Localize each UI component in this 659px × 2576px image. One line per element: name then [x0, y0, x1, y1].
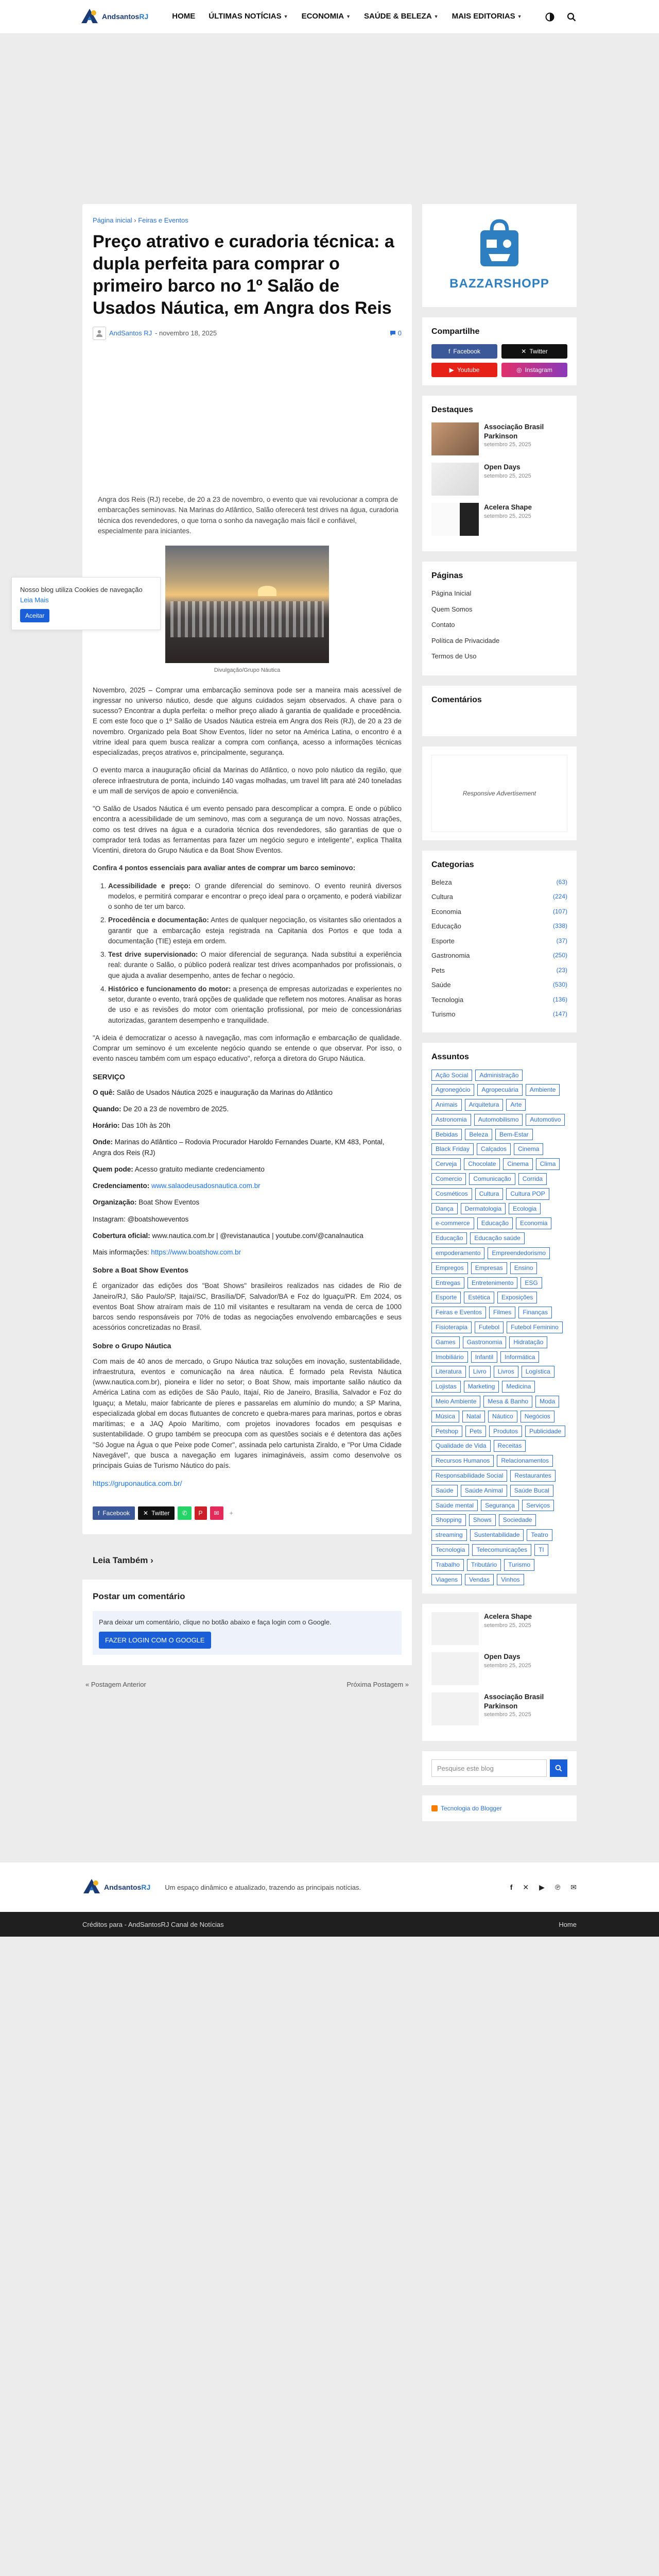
credenciamento-link[interactable]: www.salaodeusadosnautica.com.br [149, 1182, 261, 1190]
paragraph: "A ideia é democratizar o acesso à navegação, mas com informação e embarcação de qualidade. Comprar um seminovo é um excelente negócio quando se entende o que observar. Por isso, o evento nasceu também com um espaço educativo", reforça a diretora do Grupo Náutica. [93, 1033, 402, 1063]
post-meta [93, 327, 402, 340]
recent-title[interactable]: Associação Brasil Parkinson [484, 1693, 544, 1710]
tag-link[interactable]: streaming [431, 1529, 467, 1541]
nav-home[interactable]: HOME [172, 12, 196, 21]
widget-title: Categorias [431, 860, 474, 869]
recent-date: setembro 25, 2025 [484, 1711, 531, 1718]
share-whatsapp-button[interactable] [178, 1506, 191, 1520]
highlight-item[interactable] [431, 422, 567, 455]
category-item[interactable]: Educação (338) [431, 922, 567, 930]
tag-link[interactable]: Saúde Bucal [510, 1485, 553, 1497]
recent-date: setembro 25, 2025 [484, 1622, 531, 1629]
search-icon[interactable] [566, 12, 577, 22]
tag-link[interactable]: Saúde Animal [461, 1485, 507, 1497]
tag-link[interactable]: Esporte [431, 1292, 461, 1303]
recent-date: setembro 25, 2025 [484, 1662, 531, 1669]
recent-thumbnail[interactable] [431, 1612, 479, 1645]
tag-link[interactable]: Sustentabilidade [470, 1529, 524, 1541]
share-widget [422, 317, 577, 385]
dark-mode-icon[interactable] [545, 12, 555, 22]
tag-link[interactable]: Educação [477, 1217, 513, 1229]
footer-bottom-bar [0, 1912, 659, 1937]
search-button[interactable] [550, 1759, 567, 1777]
main-nav [172, 11, 522, 23]
sidebar-ad-banner[interactable] [422, 204, 577, 307]
chevron-down-icon: ▼ [283, 13, 288, 19]
tag-link[interactable]: Logística [522, 1366, 554, 1378]
recent-item[interactable] [431, 1652, 567, 1685]
category-item[interactable]: Esporte (37) [431, 937, 567, 945]
tag-link[interactable]: Feiras e Eventos [431, 1307, 486, 1318]
tag-link[interactable]: Hidratação [509, 1336, 547, 1348]
tag-link[interactable]: Serviços [522, 1500, 554, 1512]
tag-link[interactable]: Qualidade de Vida [431, 1440, 491, 1452]
tag-link[interactable]: Estética [464, 1292, 494, 1303]
tag-link[interactable]: Produtos [489, 1426, 522, 1437]
responsive-ad[interactable]: Responsive Advertisement [431, 755, 567, 832]
tag-link[interactable]: Shows [469, 1514, 496, 1526]
list-item: 1. Acessibilidade e preço: O grande diferencial do seminovo. O evento reunirá diversos modelos, e permitirá comparar e encontrar o preço ideal para o orçamento, e poderá viabilizar o sonho de ter um barco. [108, 881, 402, 912]
post-author-link[interactable]: AndSantos RJ [109, 329, 152, 337]
responsive-ad-widget [422, 747, 577, 840]
tag-link[interactable]: e-commerce [431, 1217, 474, 1229]
category-item[interactable]: Pets (23) [431, 966, 567, 974]
service-item: Horário: Das 10h às 20h [93, 1122, 170, 1130]
paragraph: É organizador das edições dos "Boat Shows" brasileiros realizados nas cidades de Rio de Janeiro/RJ, São Paulo/SP, Itajaí/SC, Brasília/DF, Salvador/BA e Foz do Iguaçu/PR. Em 2024, os eventos Boat Show atraíram mais de 110 mil visitantes e resultaram na venda de cerca de 1000 barcos sendo responsáveis por 70% de todas as negociações envolvendo embarcações e seus acessórios concretizadas no Brasil. [93, 1282, 402, 1332]
tag-link[interactable]: Bebidas [431, 1129, 462, 1141]
service-item: Credenciamento: www.salaodeusadosnautica.com.br [93, 1182, 261, 1190]
tag-link[interactable]: Games [431, 1336, 460, 1348]
category-item[interactable]: Saúde (530) [431, 981, 567, 989]
sidebar [422, 204, 577, 1832]
tag-link[interactable]: Pets [465, 1426, 486, 1437]
highlight-title[interactable]: Open Days [484, 463, 521, 471]
recent-title[interactable]: Open Days [484, 1653, 521, 1661]
logo-text: AndsantosRJ [102, 12, 149, 21]
share-twitter-button[interactable]: ✕ Twitter [138, 1506, 175, 1520]
category-item[interactable]: Economia (107) [431, 907, 567, 916]
chevron-down-icon: ▼ [517, 13, 522, 19]
about-gn-heading: Sobre o Grupo Náutica [93, 1341, 171, 1350]
email-icon: ✉ [214, 1510, 219, 1517]
tag-link[interactable]: ESG [521, 1277, 542, 1289]
tag-cloud [431, 1070, 567, 1586]
recent-item[interactable] [431, 1692, 567, 1725]
tag-link[interactable]: Animais [431, 1099, 462, 1111]
tag-link[interactable]: Cinema [514, 1143, 543, 1155]
tag-link[interactable]: Ação Social [431, 1070, 472, 1081]
tag-link[interactable]: Meio Ambiente [431, 1396, 480, 1408]
tag-link[interactable]: Educação saúde [470, 1232, 524, 1244]
page-link[interactable]: Contato [431, 621, 455, 629]
tag-link[interactable]: Cinema [503, 1158, 532, 1170]
tag-link[interactable]: Exposições [497, 1292, 537, 1303]
tag-link[interactable]: Medicina [502, 1381, 535, 1393]
list-item: 4. Histórico e funcionamento do motor: a presença de empresas autorizadas e experientes no setor, durante o evento, trará opções de qualidade que refletem nos motores. Analisar as horas de uso e as revisões do motor com orientação profissional, por meio de concessionárias autorizadas, garantem desempenho e tranquilidade. [108, 984, 402, 1026]
tag-link[interactable]: Turismo [504, 1559, 534, 1571]
page-link[interactable]: Política de Privacidade [431, 636, 500, 645]
breadcrumb-home-link[interactable]: Página inicial [93, 216, 132, 224]
highlights-widget [422, 396, 577, 551]
tag-link[interactable]: Arte [506, 1099, 526, 1111]
tag-link[interactable]: Infantil [471, 1351, 497, 1363]
tag-link[interactable]: Comercio [431, 1173, 466, 1185]
breadcrumb-category-link[interactable]: Feiras e Eventos [138, 216, 188, 224]
categories-widget [422, 851, 577, 1032]
tag-link[interactable]: Futebol Feminino [507, 1321, 563, 1333]
post-pager [82, 1665, 412, 1690]
widget-title: Comentários [431, 695, 482, 704]
recent-thumbnail[interactable] [431, 1692, 479, 1725]
post-date: - novembro 18, 2025 [155, 329, 217, 337]
x-icon[interactable]: ✕ [523, 1883, 529, 1891]
breadcrumb-separator: › [134, 216, 136, 224]
tag-link[interactable]: Comunicação [469, 1173, 515, 1185]
cookie-accept-button[interactable]: Aceitar [20, 609, 49, 622]
tag-link[interactable]: Empresas [471, 1262, 507, 1274]
tips-heading: Confira 4 pontos essenciais para avaliar antes de comprar um barco seminovo: [93, 864, 356, 872]
tag-link[interactable]: Vendas [465, 1574, 494, 1586]
tag-link[interactable]: Literatura [431, 1366, 466, 1378]
paragraph: Novembro, 2025 – Comprar uma embarcação seminova pode ser a maneira mais acessível de ingressar no universo náutico, desde que alguns cuidados sejam observados. A chave para o sucesso? Encontrar a dupla perfeita: o melhor preço aliado à garantia de qualidade e procedência. E com este foco que o 1º Salão de Usados Náutica estreia em Angra dos Reis (RJ), de 20 a 23 de novembro. Organizado pela Boat Show Eventos, líder no setor na América Latina, o encontro é a vitrine ideal para quem busca realizar a compra com confiança, acesso a informações técnicas especializadas, preços atrativos e, principalmente, segurança. [93, 686, 402, 757]
ad-brand-name: BAZZARSHOPP [449, 277, 549, 291]
sidebar-instagram-button[interactable]: ◎ Instagram [501, 363, 567, 377]
service-item: Instagram: @boatshoweventos [93, 1215, 189, 1223]
list-item: 3. Test drive supervisionado: O maior diferencial de segurança. Nada substitui a experiência real: durante o Salão, o público poderá realizar test drives acompanhados por profissionais, o que ajuda a avaliar desempenho, antes de fechar o negócio. [108, 950, 402, 981]
cookie-read-more-link[interactable]: Leia Mais [20, 596, 49, 604]
paragraph: O evento marca a inauguração oficial da Marinas do Atlântico, o novo polo náutico da região, que oferece infraestrutura de ponta, incluindo 140 vagas molhadas, um travel lift para até 240 toneladas e um mall de serviços de apoio e conveniência. [93, 766, 402, 795]
search-widget [422, 1751, 577, 1785]
tag-link[interactable]: Ensino [510, 1262, 537, 1274]
tag-link[interactable]: Administração [475, 1070, 523, 1081]
highlight-thumbnail[interactable] [431, 463, 479, 496]
tag-link[interactable]: empoderamento [431, 1247, 484, 1259]
comments-widget [422, 686, 577, 736]
category-item[interactable]: Gastronomia (250) [431, 952, 567, 959]
tag-link[interactable]: Shopping [431, 1514, 466, 1526]
nav-economia[interactable]: ECONOMIA ▼ [301, 12, 351, 21]
gruponautica-link[interactable]: https://gruponautica.com.br/ [93, 1479, 182, 1488]
logo-text: AndsantosRJ [104, 1883, 151, 1891]
site-logo[interactable] [80, 8, 148, 26]
prev-post-link[interactable]: « Postagem Anterior [85, 1681, 146, 1689]
author-avatar[interactable] [93, 327, 106, 340]
tag-link[interactable]: Música [431, 1411, 459, 1422]
service-item: Onde: Marinas do Atlântico – Rodovia Procurador Haroldo Fernandes Duarte, KM 483, Pontal, Angra dos Reis (RJ) [93, 1138, 385, 1157]
youtube-icon: ▶ [449, 366, 454, 374]
logo-icon [80, 8, 99, 26]
tips-list [93, 881, 402, 1026]
highlight-thumbnail[interactable] [431, 503, 479, 536]
tag-link[interactable]: Restaurantes [510, 1470, 555, 1482]
facebook-icon[interactable]: f [510, 1883, 513, 1891]
tag-link[interactable]: Agropecuária [477, 1084, 522, 1096]
tag-link[interactable]: Cerveja [431, 1158, 461, 1170]
post-body [93, 685, 402, 1489]
facebook-icon: f [98, 1510, 100, 1517]
tag-link[interactable]: Astronomia [431, 1114, 471, 1126]
tag-link[interactable]: Sociedade [499, 1514, 536, 1526]
tag-link[interactable]: Petshop [431, 1426, 462, 1437]
service-item: Organização: Boat Show Eventos [93, 1198, 200, 1207]
widget-title: Destaques [431, 405, 473, 414]
tag-link[interactable]: Negócios [521, 1411, 554, 1422]
recent-thumbnail[interactable] [431, 1652, 479, 1685]
hero-image[interactable] [165, 546, 329, 663]
highlight-date: setembro 25, 2025 [484, 513, 531, 519]
search-icon [555, 1765, 562, 1772]
instagram-icon: ◎ [516, 366, 522, 374]
comment-heading: Postar um comentário [93, 1591, 185, 1601]
tag-link[interactable]: Trabalho [431, 1559, 464, 1571]
highlight-title[interactable]: Associação Brasil Parkinson [484, 423, 544, 440]
tag-link[interactable]: Publicidade [525, 1426, 565, 1437]
recent-title[interactable]: Acelera Shape [484, 1613, 532, 1621]
main-column [82, 204, 412, 1832]
tag-link[interactable]: TI [534, 1544, 548, 1556]
tag-link[interactable]: Fisioterapia [431, 1321, 472, 1333]
chevron-down-icon: ▼ [433, 13, 439, 19]
tag-link[interactable]: Relacionamentos [497, 1455, 553, 1467]
service-item: Cobertura oficial: www.nautica.com.br | @revistanautica | youtube.com/@canalnautica [93, 1231, 363, 1240]
tag-link[interactable]: Tributário [467, 1559, 501, 1571]
sidebar-youtube-button[interactable]: ▶ Youtube [431, 363, 497, 377]
comment-icon [390, 330, 396, 336]
sidebar-twitter-button[interactable]: ✕ Twitter [501, 344, 567, 359]
tag-link[interactable]: Chocolate [464, 1158, 500, 1170]
tag-link[interactable]: Telecomunicações [472, 1544, 531, 1556]
category-item[interactable]: Turismo (147) [431, 1010, 567, 1018]
footer [0, 1862, 659, 1912]
tag-link[interactable]: Vinhos [497, 1574, 524, 1586]
youtube-icon[interactable]: ▶ [539, 1883, 545, 1891]
service-item: Mais informações: https://www.boatshow.com.br [93, 1248, 241, 1257]
tag-link[interactable]: Educação [431, 1232, 467, 1244]
nav-mais-editorias[interactable]: MAIS EDITORIAS ▼ [452, 12, 522, 21]
tag-link[interactable]: Finanças [518, 1307, 552, 1318]
highlight-item[interactable] [431, 463, 567, 496]
chevron-right-icon: › [150, 1555, 153, 1566]
post-share-row [93, 1506, 402, 1520]
logo-icon [82, 1878, 101, 1896]
cookie-text: Nosso blog utiliza Cookies de navegação Leia Mais [20, 586, 143, 604]
service-item: Quando: De 20 a 23 de novembro de 2025. [93, 1105, 229, 1113]
comment-notice-text: Para deixar um comentário, clique no botão abaixo e faça login com o Google. [99, 1618, 332, 1626]
shopping-bag-icon [471, 218, 528, 269]
tag-link[interactable]: Corrida [518, 1173, 547, 1185]
category-item[interactable]: Beleza (63) [431, 878, 567, 886]
post-article [82, 204, 412, 1534]
list-item: 2. Procedência e documentação: Antes de qualquer negociação, os visitantes são orientados a garantir que a embarcação esteja registrada na Capitania dos Portos e que toda a documentação (TIE) esteja em ordem. [108, 915, 402, 946]
comment-section [82, 1580, 412, 1666]
search-input[interactable]: Pesquise este blog [431, 1759, 547, 1777]
tag-link[interactable]: Empregos [431, 1262, 468, 1274]
category-item[interactable]: Tecnologia (136) [431, 995, 567, 1004]
nav-ultimas-noticias[interactable]: ÚLTIMAS NOTÍCIAS ▼ [209, 12, 288, 21]
tag-link[interactable]: Imobiliário [431, 1351, 468, 1363]
facebook-icon: f [448, 348, 450, 355]
tag-link[interactable]: Automotivo [526, 1114, 565, 1126]
share-pinterest-button[interactable] [195, 1506, 207, 1520]
chevron-down-icon: ▼ [346, 13, 351, 19]
tag-link[interactable]: Filmes [489, 1307, 515, 1318]
hero-caption: Divulgação/Grupo Náutica [214, 667, 281, 674]
tag-link[interactable]: Livros [494, 1366, 518, 1378]
recent-item[interactable] [431, 1612, 567, 1645]
share-facebook-button[interactable]: f Facebook [93, 1506, 135, 1520]
tag-link[interactable]: Lojistas [431, 1381, 461, 1393]
tag-link[interactable]: Mesa & Banho [483, 1396, 532, 1408]
page-link[interactable]: Quem Somos [431, 605, 473, 613]
pages-widget [422, 562, 577, 675]
tag-link[interactable]: Arquitetura [465, 1099, 504, 1111]
tag-link[interactable]: Saúde [431, 1485, 458, 1497]
boatshow-link[interactable]: https://www.boatshow.com.br [149, 1248, 241, 1257]
tag-link[interactable]: Black Friday [431, 1143, 474, 1155]
widget-title: Assuntos [431, 1052, 469, 1061]
nav-saude-beleza[interactable]: SAÚDE & BELEZA ▼ [363, 12, 439, 21]
blogger-widget [422, 1795, 577, 1821]
footer-credits: Créditos para - AndSantosRJ Canal de Notícias [82, 1920, 224, 1928]
service-item: O quê: Salão de Usados Náutica 2025 e inauguração da Marinas do Atlântico [93, 1088, 333, 1096]
tag-link[interactable]: Tecnologia [431, 1544, 469, 1556]
recent-widget [422, 1604, 577, 1741]
tag-link[interactable]: Agronegócio [431, 1084, 474, 1096]
post-comment-count[interactable]: 0 [390, 328, 402, 338]
tag-link[interactable]: Automobilismo [474, 1114, 523, 1126]
x-icon: ✕ [143, 1510, 149, 1517]
blogger-link[interactable]: Tecnologia do Blogger [431, 1804, 567, 1813]
site-header [0, 0, 659, 34]
breadcrumb [93, 215, 402, 226]
tag-link[interactable]: Viagens [431, 1574, 462, 1586]
tag-link[interactable]: Economia [516, 1217, 551, 1229]
paragraph: Com mais de 40 anos de mercado, o Grupo Náutica traz soluções em inovação, sustentabilidade, infraestrutura, eventos e comunicação na área náutica. É formado pela Revista Náutica (www.nautica.com.br), pioneira e líder no setor; o Boat Show, mais importante salão náutico da América Latina com as edições de São Paulo, Itajaí, Rio de Janeiro, Brasília, Salvador e Foz do Iguaçu; a Metalu, maior fabricante de píeres e passarelas em alumínio do mundo; a SP Marina, especializada global em docas flutuantes de concreto e quebra-mares para marinas, portos e obras marítimas; e a JAQ Apoio Marítimo, com projetos inovadores focados em pesquisas e sustentabilidade. O grupo também se preocupa com as questões sociais e é detentora das ações "Só Jogue na Água o que Peixe pode Comer", assinada pelo cartunista Ziraldo, e "Por Uma Cidade Navegável", que busca a navegação em lugares inimagináveis, assim como desenvolve os principais Guias de Turismo Náutico do país. [93, 1357, 402, 1470]
highlight-title[interactable]: Acelera Shape [484, 503, 532, 511]
tag-link[interactable]: Cultura [475, 1188, 504, 1200]
cookie-banner [11, 577, 161, 630]
tag-link[interactable]: Entretenimento [467, 1277, 517, 1289]
tag-link[interactable]: Receitas [494, 1440, 526, 1452]
tag-link[interactable]: Saúde mental [431, 1500, 478, 1512]
tag-link[interactable]: Natal [462, 1411, 485, 1422]
tag-link[interactable]: Informática [500, 1351, 539, 1363]
google-login-button[interactable]: FAZER LOGIN COM O GOOGLE [99, 1632, 211, 1649]
widget-title: Páginas [431, 571, 463, 580]
plus-icon: + [229, 1510, 233, 1517]
about-bse-heading: Sobre a Boat Show Eventos [93, 1266, 188, 1275]
tag-link[interactable]: Livro [469, 1366, 491, 1378]
tag-link[interactable]: Clima [536, 1158, 560, 1170]
ad-space [93, 340, 402, 495]
tag-link[interactable]: Moda [535, 1396, 559, 1408]
tag-link[interactable]: Teatro [527, 1529, 552, 1541]
service-item: Quem pode: Acesso gratuito mediante credenciamento [93, 1165, 265, 1173]
post-intro: Angra dos Reis (RJ) recebe, de 20 a 23 de novembro, o evento que vai revolucionar a compra de embarcações seminovas. Na Marinas do Atlântico, Salão oferecerá test drives na água, curadoria técnica dos revendedores, o que torna o sonho da navegação mais fácil e confiável, especialmente para iniciantes. [98, 496, 398, 535]
tag-link[interactable]: Ecologia [509, 1203, 541, 1215]
highlight-date: setembro 25, 2025 [484, 442, 531, 448]
sidebar-facebook-button[interactable]: f Facebook [431, 344, 497, 359]
tag-link[interactable]: Cultura POP [506, 1188, 549, 1200]
tag-link[interactable]: Dança [431, 1203, 458, 1215]
footer-socials [510, 1882, 577, 1893]
comment-notice [93, 1611, 402, 1655]
tag-link[interactable]: Responsabilidade Social [431, 1470, 507, 1482]
tag-link[interactable]: Empreendedorismo [488, 1247, 550, 1259]
tag-link[interactable]: Marketing [464, 1381, 499, 1393]
tag-link[interactable]: Gastronomia [463, 1336, 507, 1348]
tag-link[interactable]: Futebol [475, 1321, 504, 1333]
tag-link[interactable]: Dermatologia [461, 1203, 506, 1215]
blogger-icon [431, 1805, 438, 1811]
category-item[interactable]: Cultura (224) [431, 893, 567, 901]
highlight-item[interactable] [431, 503, 567, 536]
tag-link[interactable]: Entregas [431, 1277, 464, 1289]
subjects-widget [422, 1043, 577, 1594]
quote-paragraph: "O Salão de Usados Náutica é um evento pensado para descomplicar a compra. E onde o público encontra a acessibilidade de um seminovo, mas com a segurança de um novo. Nossas atrações, como os test drives na água e a curadoria técnica dos revendedores, são garantias de que o comprador terá todas as ferramentas para fazer um negócio seguro e inteligente", explica Thalita Vicentini, diretora do Grupo Náutica e da Boat Show Eventos. [93, 805, 402, 855]
next-post-link[interactable]: Próxima Postagem » [346, 1681, 409, 1689]
share-more-button[interactable] [227, 1506, 236, 1520]
service-heading: SERVIÇO [93, 1072, 125, 1081]
tag-link[interactable]: Calçados [477, 1143, 511, 1155]
tag-link[interactable]: Beleza [465, 1129, 492, 1141]
pinterest-icon: P [198, 1510, 203, 1517]
highlight-date: setembro 25, 2025 [484, 472, 531, 479]
tag-link[interactable]: Cosméticos [431, 1188, 472, 1200]
leia-tambem-heading: Leia Também › [93, 1555, 153, 1566]
email-icon[interactable]: ✉ [570, 1883, 577, 1891]
share-email-button[interactable] [210, 1506, 223, 1520]
x-icon: ✕ [521, 348, 527, 355]
page-link[interactable]: Termos de Uso [431, 652, 477, 660]
tag-link[interactable]: Recursos Humanos [431, 1455, 494, 1467]
tag-link[interactable]: Náutico [488, 1411, 517, 1422]
tag-link[interactable]: Ambiente [526, 1084, 560, 1096]
page-link[interactable]: Página Inicial [431, 589, 472, 597]
pinterest-icon[interactable]: ℗ [554, 1883, 561, 1891]
tag-link[interactable]: Segurança [481, 1500, 519, 1512]
footer-home-link[interactable]: Home [559, 1920, 577, 1928]
widget-title: Compartilhe [431, 327, 480, 336]
footer-logo[interactable] [82, 1878, 150, 1896]
post-title: Preço atrativo e curadoria técnica: a dupla perfeita para comprar o primeiro barco no 1º Salão de Usados Náutica, em Angra dos Reis [93, 231, 394, 318]
footer-tagline: Um espaço dinâmico e atualizado, trazendo as principais notícias. [165, 1883, 361, 1891]
highlight-thumbnail[interactable] [431, 422, 479, 455]
whatsapp-icon: ✆ [182, 1510, 187, 1517]
tag-link[interactable]: Bem-Estar [495, 1129, 533, 1141]
